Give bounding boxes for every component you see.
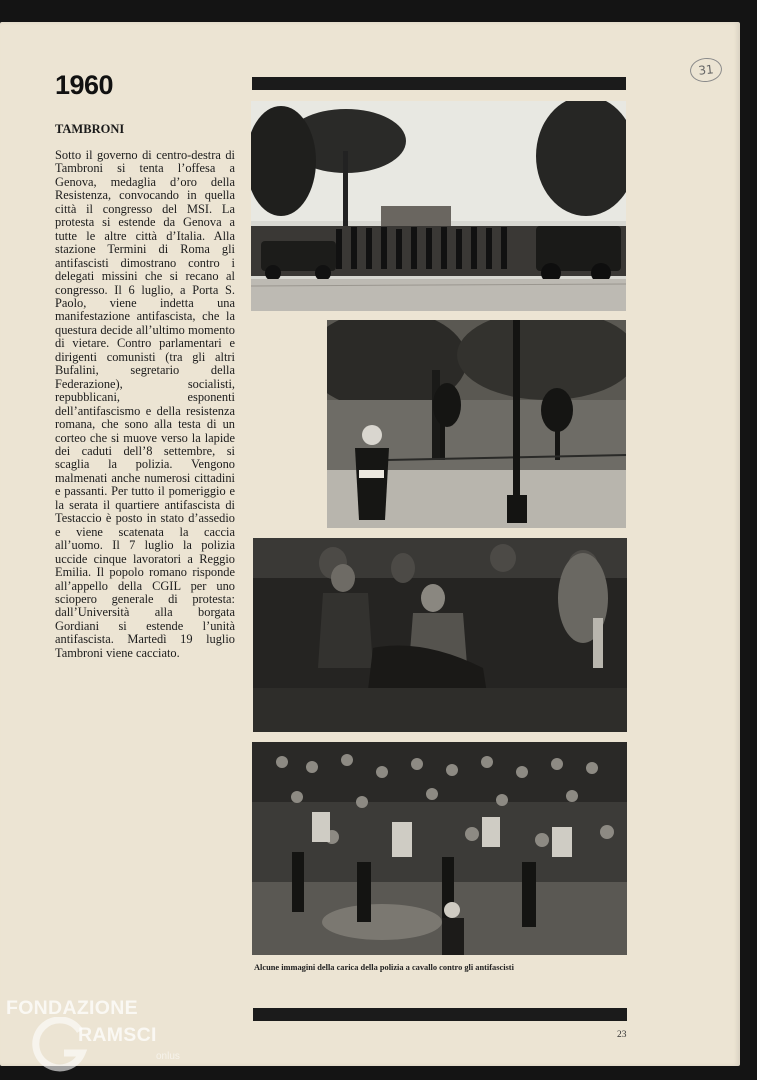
page-number: 23: [617, 1030, 627, 1040]
watermark-line2: RAMSCI: [78, 1024, 157, 1046]
article-body-text: Sotto il governo di centro-destra di Tambroni si tenta l’offesa a Genova, medaglia d’oro della Resistenza, convocando in quella città il congresso del MSI. La protesta si estende da Genova a tutte le altre città d’Italia. Alla stazione Termini di Roma gli antifascisti dimostrano contro i delegati missini che si recano al congresso. Il 6 luglio, a Porta S. Paolo, viene indetta una manifestazione antifascista, che la questura decide all’ultimo momento di vietare. Contro parlamentari e dirigenti comunisti (tra gli altri Bufalini, segretario della Federazione), socialisti, repubblicani, esponenti dell’antifascismo e della resistenza romana, che sono alla testa di un corteo che si muove verso la lapide dei caduti dell’8 settembre, si scaglia la polizia. Vengono malmenati anche numerosi cittadini e passanti. Per tutto il pomeriggio e la serata il quartiere antifascista di Testaccio è posto in stato d’assedio e viene scatenata la caccia all’uomo. Il 7 luglio la polizia uccide cinque lavoratori a Reggio Emilia. Il popolo romano risponde all’appello della CGIL per uno sciopero generale di protesta: dall’Università alla borgata Gordiani si estende l’unità antifascista. Martedì 19 luglio Tambroni viene cacciato.: [55, 148, 235, 660]
photo-crowd-charge: [253, 538, 627, 732]
photo-caption: Alcune immagini della carica della polizia a cavallo contro gli antifascisti: [254, 963, 514, 972]
photo-mounted-police-street: [251, 101, 626, 311]
photo-man-in-park: [327, 320, 626, 528]
section-title: TAMBRONI: [55, 122, 125, 136]
watermark-sub: onlus: [156, 1051, 180, 1062]
watermark-line1: FONDAZIONE: [6, 997, 138, 1019]
handwritten-page-mark: 31: [689, 56, 723, 83]
top-black-rule: [252, 77, 626, 90]
bottom-black-rule: [253, 1008, 627, 1021]
photo-large-crowd: [252, 742, 627, 955]
page-year-heading: 1960: [55, 70, 114, 100]
fondazione-gramsci-watermark: [6, 997, 206, 1077]
document-page: [0, 22, 740, 1066]
